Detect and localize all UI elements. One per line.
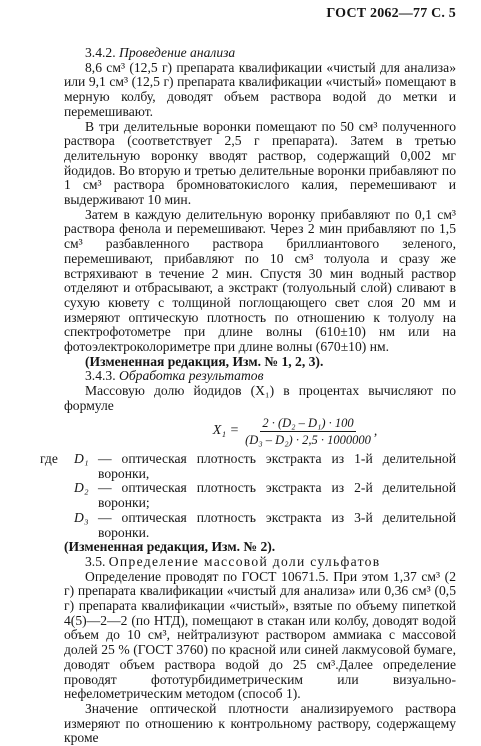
section-number: 3.5.: [85, 553, 106, 569]
definition-text: — оптическая плотность экстракта из 3-й делительной воронки.: [98, 509, 456, 540]
paragraph: Определение проводят по ГОСТ 10671.5. При этом 1,37 см³ (2 г) препарата квалификации «чистый для анализа» или 0,36 см³ (0,5 г) препарата квалификации «чистый», взятые по объему пипеткой 4(5)—2—2 (по НТД), помещают в стакан или колбу, доводят водой объем до 10 см³, нейтрализуют раствором аммиака с массовой долей 25 % (ГОСТ 3760) по красной или синей лакмусовой бумаге, доводят объем раствора водой до 25 см³.Далее определение проводят фототурбидиметрическим или визуально-нефелометрическим методом (способ 1).: [64, 568, 456, 702]
formula-denominator: (D₃ – D₂) · 2,5 · 1000000: [245, 433, 371, 448]
paragraph: Затем в каждую делительную воронку прибавляют по 0,1 см³ раствора фенола и перемешивают. Через 2 мин прибавляют по 1,5 см³ разбавленного раствора бриллиантового зеленого, перемешивают, прибавляют по 10 см³ толуола и сразу же встряхивают в течение 2 мин. Спустя 30 мин водный раствор отделяют и отбрасывают, а экстракт (толуольный слой) сливают в сухую кювету с толщиной поглощающего свет слоя 20 мм и измеряют оптическую плотность по отношению к толуолу на спектрофотометре при длине волны (610±10) нм или на фотоэлектроколориметре при длине волны (670±10) нм.: [64, 206, 456, 355]
definition-symbol: D₃: [74, 509, 89, 525]
section-3-4-2-heading: [64, 46, 456, 61]
formula-numerator: 2 · (D₂ – D₁) · 100: [260, 416, 355, 433]
definition-text: — оптическая плотность экстракта из 1-й делительной воронки,: [98, 450, 456, 481]
definition-symbol: D₂: [74, 480, 89, 496]
formula-lhs: X₁ =: [212, 423, 240, 439]
page-header: ГОСТ 2062—77 С. 5: [326, 6, 456, 21]
section-title: Обработка результатов: [119, 368, 264, 384]
section-number: 3.4.2.: [85, 45, 116, 60]
section-3-5-heading: [64, 555, 456, 570]
page-content: [40, 45, 456, 746]
definition-row: [40, 511, 456, 540]
definition-row: [40, 481, 456, 510]
section-title: Определение массовой доли сульфатов: [108, 553, 381, 569]
edition-note: (Измененная редакция, Изм. № 1, 2, 3).: [85, 353, 324, 369]
iodide-formula: [134, 416, 456, 448]
definition-symbol: D₁: [74, 450, 89, 466]
formula-fraction: [245, 416, 371, 448]
paragraph: 8,6 см³ (12,5 г) препарата квалификации «чистый для анализа» или 9,1 см³ (12,5 г) препарата квалификации «чистый» помещают в мерную колбу, доводят объем раствора водой до метки и перемешивают.: [64, 59, 456, 119]
paragraph: В три делительные воронки помещают по 50 см³ полученного раствора (соответствует 2,5 г препарата). Затем в третью делительную воронку вводят раствор, содержащий 0,002 мг йодидов. Во вторую и третью делительные воронки прибавляют по 1 см³ раствора бромноватокислого калия, перемешивают и выдерживают 10 мин.: [64, 118, 456, 208]
formula-comma: ,: [373, 423, 378, 439]
definition-where: где: [40, 450, 58, 466]
section-3-4-3-heading: [64, 369, 456, 384]
formula-intro: Массовую долю йодидов (X₁) в процентах вычисляют по формуле: [64, 383, 456, 413]
section-number: 3.4.3.: [85, 368, 116, 384]
definition-row: [40, 452, 456, 481]
formula-definitions: [40, 452, 456, 540]
paragraph: Значение оптической плотности анализируемого раствора измеряют по отношению к контрольному раствору, содержащему кроме: [64, 700, 456, 746]
edition-note: (Измененная редакция, Изм. № 2).: [64, 539, 276, 555]
section-title: Проведение анализа: [119, 45, 236, 60]
definition-text: — оптическая плотность экстракта из 2-й делительной воронки;: [98, 480, 456, 511]
